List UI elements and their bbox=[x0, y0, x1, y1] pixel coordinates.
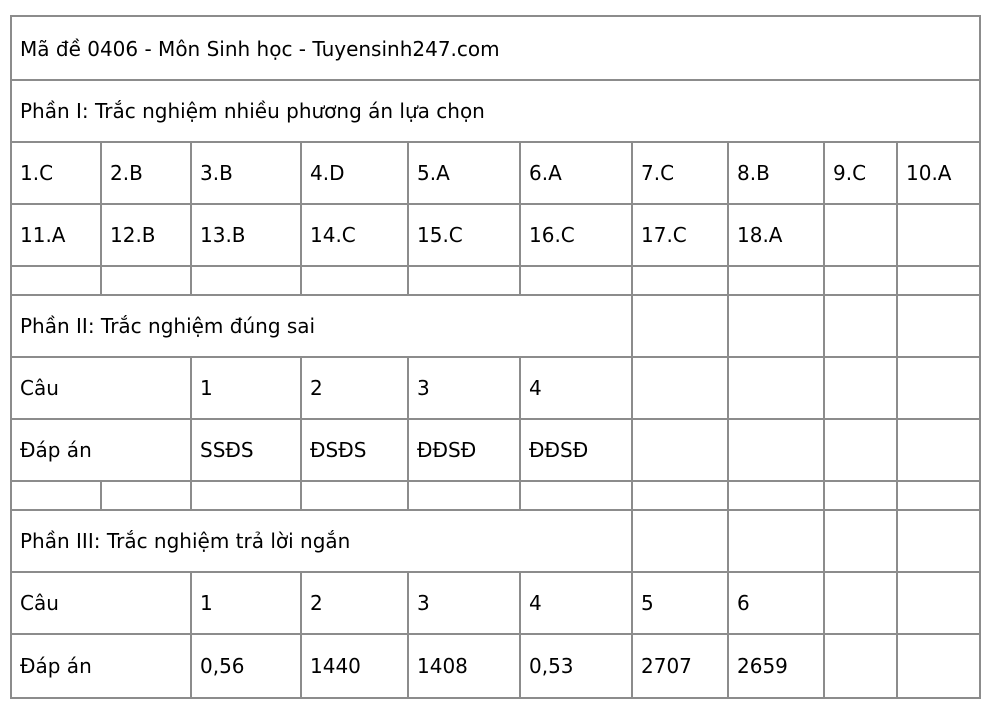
question-number: 4 bbox=[520, 572, 632, 634]
empty-cell bbox=[824, 510, 897, 572]
empty-cell bbox=[728, 295, 824, 357]
answer-cell: ĐĐSĐ bbox=[408, 419, 520, 481]
empty-cell bbox=[728, 266, 824, 295]
part3-heading-row bbox=[11, 510, 980, 572]
empty-cell bbox=[824, 634, 897, 698]
empty-cell bbox=[520, 481, 632, 510]
answer-cell: ĐSĐS bbox=[301, 419, 408, 481]
answer-cell: 5.A bbox=[408, 142, 520, 204]
empty-cell bbox=[897, 419, 980, 481]
question-number: 1 bbox=[191, 572, 301, 634]
question-number: 3 bbox=[408, 357, 520, 419]
answer-cell: 1440 bbox=[301, 634, 408, 698]
empty-cell bbox=[520, 266, 632, 295]
answer-cell: 10.A bbox=[897, 142, 980, 204]
part1-answers-row-1 bbox=[11, 142, 980, 204]
spacer-row bbox=[11, 266, 980, 295]
question-number: 3 bbox=[408, 572, 520, 634]
empty-cell bbox=[824, 295, 897, 357]
empty-cell bbox=[191, 481, 301, 510]
question-number: 6 bbox=[728, 572, 824, 634]
part3-heading: Phần III: Trắc nghiệm trả lời ngắn bbox=[11, 510, 632, 572]
empty-cell bbox=[632, 295, 728, 357]
empty-cell bbox=[897, 204, 980, 266]
empty-cell bbox=[632, 357, 728, 419]
answer-cell: 0,56 bbox=[191, 634, 301, 698]
answer-cell: 15.C bbox=[408, 204, 520, 266]
answer-cell: ĐĐSĐ bbox=[520, 419, 632, 481]
answer-cell: 11.A bbox=[11, 204, 101, 266]
empty-cell bbox=[728, 419, 824, 481]
empty-cell bbox=[632, 510, 728, 572]
part2-answer-row bbox=[11, 419, 980, 481]
answer-cell: 2659 bbox=[728, 634, 824, 698]
empty-cell bbox=[824, 419, 897, 481]
empty-cell bbox=[632, 481, 728, 510]
title-row bbox=[11, 16, 980, 80]
answer-cell: 8.B bbox=[728, 142, 824, 204]
empty-cell bbox=[632, 419, 728, 481]
answer-cell: 9.C bbox=[824, 142, 897, 204]
empty-cell bbox=[897, 634, 980, 698]
answer-cell: 13.B bbox=[191, 204, 301, 266]
answer-cell: 2707 bbox=[632, 634, 728, 698]
part2-question-row bbox=[11, 357, 980, 419]
empty-cell bbox=[824, 481, 897, 510]
empty-cell bbox=[728, 481, 824, 510]
question-number: 1 bbox=[191, 357, 301, 419]
answer-cell: 6.A bbox=[520, 142, 632, 204]
question-number: 2 bbox=[301, 357, 408, 419]
empty-cell bbox=[897, 266, 980, 295]
answer-cell: 17.C bbox=[632, 204, 728, 266]
spacer-row bbox=[11, 481, 980, 510]
part1-heading: Phần I: Trắc nghiệm nhiều phương án lựa chọn bbox=[11, 80, 980, 142]
page-title: Mã đề 0406 - Môn Sinh học - Tuyensinh247.com bbox=[11, 16, 980, 80]
empty-cell bbox=[728, 510, 824, 572]
answer-cell: 1408 bbox=[408, 634, 520, 698]
part2-heading-row bbox=[11, 295, 980, 357]
answer-cell: SSĐS bbox=[191, 419, 301, 481]
part1-answers-row-2 bbox=[11, 204, 980, 266]
empty-cell bbox=[824, 357, 897, 419]
answer-cell: 1.C bbox=[11, 142, 101, 204]
answer-cell: 0,53 bbox=[520, 634, 632, 698]
answer-cell: 4.D bbox=[301, 142, 408, 204]
empty-cell bbox=[897, 357, 980, 419]
empty-cell bbox=[897, 481, 980, 510]
question-number: 5 bbox=[632, 572, 728, 634]
answer-cell: 2.B bbox=[101, 142, 191, 204]
empty-cell bbox=[301, 481, 408, 510]
answer-cell: 12.B bbox=[101, 204, 191, 266]
empty-cell bbox=[408, 481, 520, 510]
empty-cell bbox=[897, 295, 980, 357]
empty-cell bbox=[101, 266, 191, 295]
empty-cell bbox=[824, 572, 897, 634]
answer-key-table bbox=[10, 15, 981, 699]
answer-cell: 14.C bbox=[301, 204, 408, 266]
question-label: Câu bbox=[11, 357, 191, 419]
empty-cell bbox=[632, 266, 728, 295]
empty-cell bbox=[191, 266, 301, 295]
answer-label: Đáp án bbox=[11, 419, 191, 481]
question-label: Câu bbox=[11, 572, 191, 634]
part3-answer-row bbox=[11, 634, 980, 698]
answer-cell: 18.A bbox=[728, 204, 824, 266]
empty-cell bbox=[728, 357, 824, 419]
empty-cell bbox=[897, 510, 980, 572]
empty-cell bbox=[824, 266, 897, 295]
empty-cell bbox=[101, 481, 191, 510]
answer-cell: 7.C bbox=[632, 142, 728, 204]
answer-label: Đáp án bbox=[11, 634, 191, 698]
empty-cell bbox=[301, 266, 408, 295]
part1-heading-row bbox=[11, 80, 980, 142]
empty-cell bbox=[824, 204, 897, 266]
question-number: 2 bbox=[301, 572, 408, 634]
answer-cell: 3.B bbox=[191, 142, 301, 204]
empty-cell bbox=[408, 266, 520, 295]
answer-cell: 16.C bbox=[520, 204, 632, 266]
empty-cell bbox=[11, 266, 101, 295]
question-number: 4 bbox=[520, 357, 632, 419]
empty-cell bbox=[11, 481, 101, 510]
part2-heading: Phần II: Trắc nghiệm đúng sai bbox=[11, 295, 632, 357]
part3-question-row bbox=[11, 572, 980, 634]
empty-cell bbox=[897, 572, 980, 634]
